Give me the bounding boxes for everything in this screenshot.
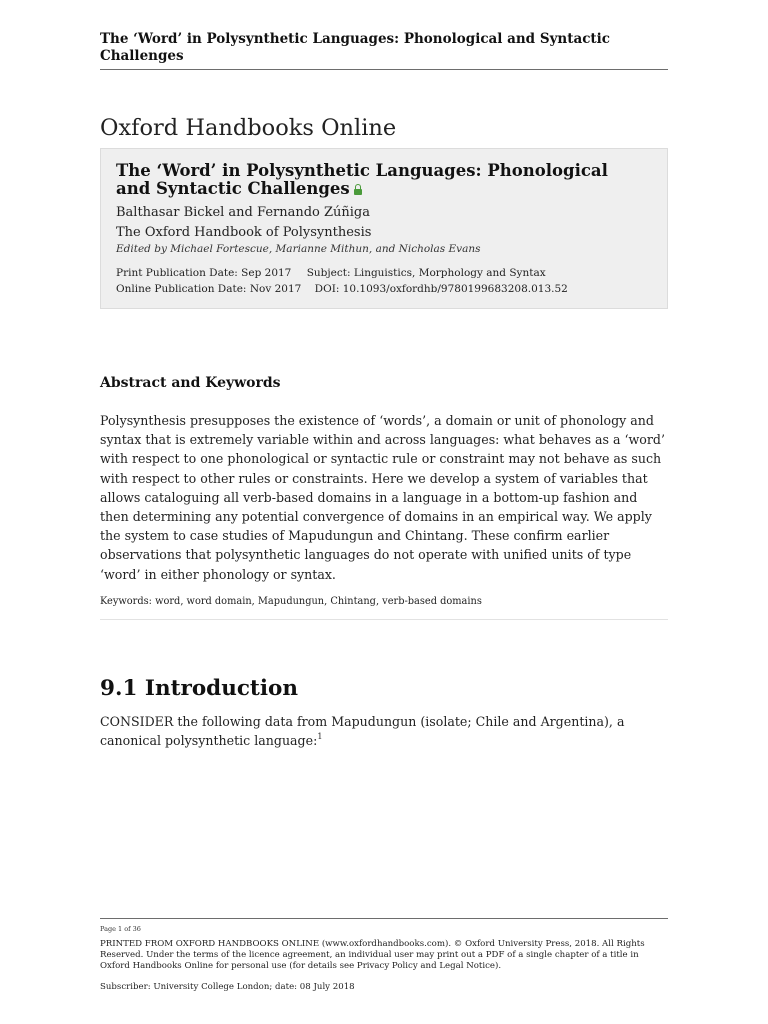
abstract-body: Polysynthesis presupposes the existence of ‘words’, a domain or unit of phonology and syntax that is extremely variable within and across languages: what behaves as a ‘word’ with respect to one phonological or syntactic rule or constraint may not behave as such with respect to other rules or constraints. Here we develop a system of variables that allows cataloguing all verb-based domains in a language in a bottom-up fashion and then determining any potential convergence of domains in an empirical way. We apply the system to case studies of Mapudungun and Chintang. These confirm earlier observations that polysynthetic languages do not operate with unified units of type ‘word’ in either phonology or syntax. xyxy=(100,413,665,582)
book-title: The Oxford Handbook of Polysynthesis xyxy=(116,225,372,240)
document-page xyxy=(100,0,668,1024)
introduction-text: CONSIDER the following data from Mapudungun (isolate; Chile and Argentina), a canonical polysynthetic language: xyxy=(100,714,625,749)
online-date-label: Online Publication Date: xyxy=(116,283,247,295)
book-editors: Edited by Michael Fortescue, Marianne Mithun, and Nicholas Evans xyxy=(116,243,481,255)
keywords-list: word, word domain, Mapudungun, Chintang, verb-based domains xyxy=(155,596,482,607)
print-date: Sep 2017 xyxy=(241,267,292,279)
online-publication-row xyxy=(116,283,568,296)
keywords-label: Keywords: xyxy=(100,596,152,607)
page-current: 1 xyxy=(118,925,123,933)
doi-label: DOI: xyxy=(314,283,340,295)
footnote-marker[interactable]: 1 xyxy=(317,732,323,742)
chapter-title xyxy=(116,162,646,197)
page-number xyxy=(100,925,141,933)
running-header: The ‘Word’ in Polysynthetic Languages: Phonological and Syntactic Challenges xyxy=(100,31,611,64)
abstract-heading: Abstract and Keywords xyxy=(100,375,281,391)
copyright-notice: PRINTED FROM OXFORD HANDBOOKS ONLINE (www.oxfordhandbooks.com). © Oxford University Press, 2018. All Rights Reserved. Under the terms of the licence agreement, an individual user may print out a PDF of a single chapter of a title in Oxford Handbooks Online for personal use (for details see Privacy Policy and Legal Notice). xyxy=(100,939,645,971)
page-of: of xyxy=(122,925,133,933)
print-publication-row xyxy=(116,267,546,280)
online-date: Nov 2017 xyxy=(249,283,302,295)
introduction-paragraph xyxy=(100,712,668,750)
keywords-line xyxy=(100,596,482,608)
subscriber-line: Subscriber: University College London; date: 08 July 2018 xyxy=(100,982,355,992)
print-date-label: Print Publication Date: xyxy=(116,267,238,279)
site-name: Oxford Handbooks Online xyxy=(100,115,397,141)
keywords-divider xyxy=(100,619,668,620)
subject-label: Subject: xyxy=(306,267,351,279)
header-rule xyxy=(100,69,668,70)
lock-icon xyxy=(354,184,362,195)
chapter-metadata-box xyxy=(100,148,668,309)
chapter-title-text: The ‘Word’ in Polysynthetic Languages: Phonological and Syntactic Challenges xyxy=(116,161,608,198)
doi[interactable]: 10.1093/oxfordhb/9780199683208.013.52 xyxy=(342,283,568,295)
chapter-authors: Balthasar Bickel and Fernando Zúñiga xyxy=(116,205,371,220)
page-label: Page xyxy=(100,925,119,933)
page-total: 36 xyxy=(132,925,141,933)
footer-rule xyxy=(100,918,668,919)
subject: Linguistics, Morphology and Syntax xyxy=(353,267,546,279)
section-heading: 9.1 Introduction xyxy=(100,676,299,701)
